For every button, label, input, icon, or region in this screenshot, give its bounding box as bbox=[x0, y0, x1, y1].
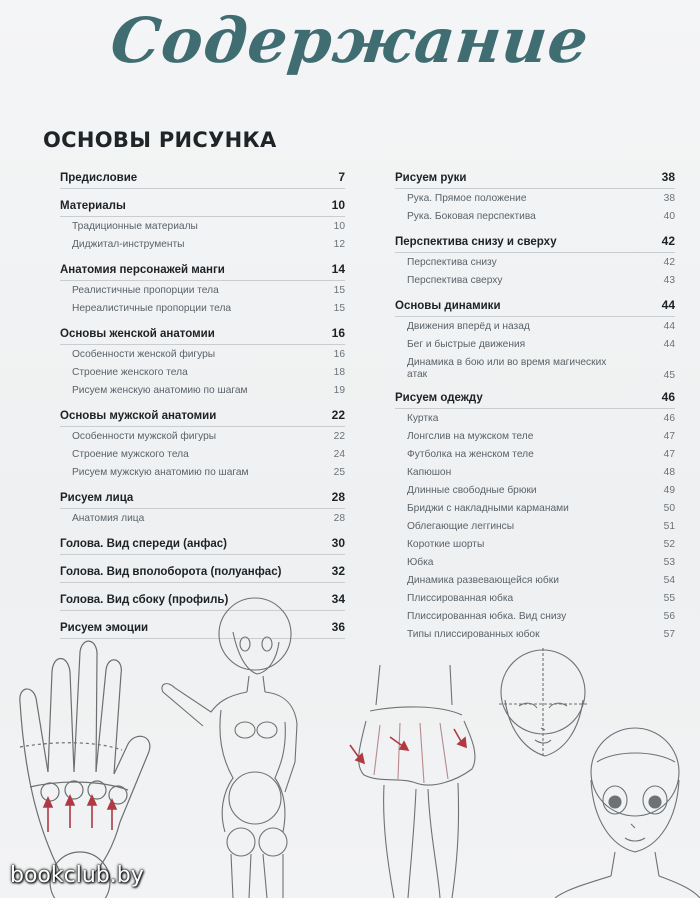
toc-entry-page: 10 bbox=[331, 198, 345, 212]
toc-entry-title: Основы женской анатомии bbox=[60, 328, 215, 340]
toc-entry-title: Предисловие bbox=[60, 172, 138, 184]
toc-entry bbox=[395, 170, 675, 185]
toc-subentry bbox=[395, 271, 675, 289]
toc-entry-page: 34 bbox=[331, 592, 345, 606]
toc-subentry bbox=[60, 381, 345, 399]
toc-entry-title: Основы динамики bbox=[395, 300, 501, 312]
toc-subentry-page: 38 bbox=[663, 192, 675, 204]
toc-entry-page: 44 bbox=[661, 298, 675, 312]
toc-subentry bbox=[60, 445, 345, 463]
toc-subentry-title: Футболка на женском теле bbox=[407, 448, 534, 460]
toc-subentry bbox=[60, 281, 345, 299]
toc-subentry bbox=[395, 427, 675, 445]
toc-subentry-title: Бег и быстрые движения bbox=[407, 338, 526, 350]
toc-subentry-page: 57 bbox=[663, 628, 675, 640]
toc-subentry bbox=[60, 235, 345, 253]
heads-sketch bbox=[485, 640, 700, 898]
toc-entry-title: Основы мужской анатомии bbox=[60, 410, 217, 422]
toc-entry-title: Рисуем одежду bbox=[395, 392, 483, 404]
toc-subentry bbox=[395, 463, 675, 481]
toc-subentry bbox=[395, 335, 675, 353]
toc-subentry bbox=[60, 217, 345, 235]
toc-subentry-page: 18 bbox=[333, 366, 345, 378]
toc-entry bbox=[60, 198, 345, 213]
toc-subentry bbox=[395, 189, 675, 207]
toc-left-column bbox=[60, 170, 345, 639]
toc-entry-page: 7 bbox=[338, 170, 345, 184]
toc-entry-title: Рисуем руки bbox=[395, 172, 467, 184]
toc-subentry-title: Юбка bbox=[407, 556, 434, 568]
toc-entry bbox=[395, 298, 675, 313]
toc-subentry-page: 50 bbox=[663, 502, 675, 514]
toc-subentry-title: Строение мужского тела bbox=[72, 448, 189, 460]
toc-entry-title: Голова. Вид сбоку (профиль) bbox=[60, 594, 229, 606]
source-watermark: bookclub.by bbox=[10, 863, 144, 888]
toc-subentry-page: 43 bbox=[663, 274, 675, 286]
page-title: Содержание bbox=[107, 4, 593, 77]
toc-subentry-title: Короткие шорты bbox=[407, 538, 485, 550]
toc-entry bbox=[60, 490, 345, 505]
toc-subentry bbox=[395, 409, 675, 427]
toc-entry-page: 22 bbox=[331, 408, 345, 422]
toc-subentry-title: Нереалистичные пропорции тела bbox=[72, 302, 232, 314]
toc-divider bbox=[60, 582, 345, 583]
toc-subentry-title: Рисуем женскую анатомию по шагам bbox=[72, 384, 248, 396]
toc-right-column bbox=[395, 170, 675, 643]
toc-subentry bbox=[395, 207, 675, 225]
toc-subentry-title: Типы плиссированных юбок bbox=[407, 628, 540, 640]
toc-subentry bbox=[60, 509, 345, 527]
toc-entry-title: Рисуем эмоции bbox=[60, 622, 149, 634]
toc-subentry-title: Реалистичные пропорции тела bbox=[72, 284, 219, 296]
toc-subentry-page: 25 bbox=[333, 466, 345, 478]
toc-subentry-page: 44 bbox=[663, 320, 675, 332]
toc-entry bbox=[60, 564, 345, 579]
toc-subentry bbox=[60, 363, 345, 381]
toc-subentry-title: Плиссированная юбка bbox=[407, 592, 514, 604]
toc-entry-title: Голова. Вид спереди (анфас) bbox=[60, 538, 228, 550]
toc-subentry-title: Рисуем мужскую анатомию по шагам bbox=[72, 466, 249, 478]
toc-subentry-title: Длинные свободные брюки bbox=[407, 484, 537, 496]
toc-subentry-page: 22 bbox=[333, 430, 345, 442]
toc-subentry-page: 52 bbox=[663, 538, 675, 550]
toc-entry bbox=[60, 408, 345, 423]
toc-subentry-page: 10 bbox=[333, 220, 345, 232]
toc-entry-title: Материалы bbox=[60, 200, 126, 212]
toc-subentry-title: Бриджи с накладными карманами bbox=[407, 502, 569, 514]
toc-subentry-title: Рука. Прямое положение bbox=[407, 192, 527, 204]
toc-entry-page: 28 bbox=[331, 490, 345, 504]
toc-subentry-title: Перспектива снизу bbox=[407, 256, 497, 268]
toc-subentry-page: 47 bbox=[663, 430, 675, 442]
toc-subentry-page: 55 bbox=[663, 592, 675, 604]
toc-subentry bbox=[395, 481, 675, 499]
toc-subentry-title: Динамика в бою или во время магических атак bbox=[407, 357, 607, 380]
toc-subentry-title: Динамика развевающейся юбки bbox=[407, 574, 559, 586]
toc-subentry-page: 44 bbox=[663, 338, 675, 350]
toc-entry-title: Анатомия персонажей манги bbox=[60, 264, 225, 276]
toc-entry bbox=[60, 262, 345, 277]
toc-entry-title: Голова. Вид вполоборота (полуанфас) bbox=[60, 566, 282, 578]
toc-divider bbox=[60, 554, 345, 555]
toc-entry bbox=[395, 234, 675, 249]
toc-subentry-title: Строение женского тела bbox=[72, 366, 188, 378]
toc-entry-page: 30 bbox=[331, 536, 345, 550]
toc-subentry bbox=[395, 517, 675, 535]
toc-subentry-page: 15 bbox=[333, 284, 345, 296]
toc-subentry-title: Особенности мужской фигуры bbox=[72, 430, 217, 442]
toc-subentry-title: Диджитал-инструменты bbox=[72, 238, 185, 250]
toc-subentry bbox=[60, 463, 345, 481]
toc-subentry-page: 51 bbox=[663, 520, 675, 532]
skirt-sketch bbox=[340, 665, 490, 898]
toc-entry bbox=[395, 390, 675, 405]
toc-subentry-page: 40 bbox=[663, 210, 675, 222]
toc-entry-page: 36 bbox=[331, 620, 345, 634]
toc-subentry-page: 28 bbox=[333, 512, 345, 524]
section-title: ОСНОВЫ РИСУНКА bbox=[43, 128, 277, 152]
toc-subentry-page: 12 bbox=[333, 238, 345, 250]
toc-subentry bbox=[60, 299, 345, 317]
toc-entry-page: 16 bbox=[331, 326, 345, 340]
toc-subentry bbox=[395, 253, 675, 271]
toc-subentry-title: Плиссированная юбка. Вид снизу bbox=[407, 610, 567, 622]
toc-subentry bbox=[395, 535, 675, 553]
toc-divider bbox=[60, 188, 345, 189]
toc-subentry-title: Облегающие леггинсы bbox=[407, 520, 515, 532]
toc-subentry-page: 48 bbox=[663, 466, 675, 478]
toc-subentry bbox=[395, 445, 675, 463]
toc-entry bbox=[60, 326, 345, 341]
toc-subentry bbox=[395, 589, 675, 607]
toc-subentry-page: 42 bbox=[663, 256, 675, 268]
toc-entry bbox=[60, 170, 345, 185]
female-figure-sketch bbox=[145, 592, 335, 898]
toc-subentry-page: 15 bbox=[333, 302, 345, 314]
toc-subentry bbox=[395, 571, 675, 589]
toc-subentry-page: 19 bbox=[333, 384, 345, 396]
toc-subentry-title: Особенности женской фигуры bbox=[72, 348, 216, 360]
toc-subentry bbox=[395, 353, 675, 381]
toc-subentry-page: 47 bbox=[663, 448, 675, 460]
toc-entry-title: Перспектива снизу и сверху bbox=[395, 236, 557, 248]
toc-subentry-page: 45 bbox=[663, 370, 675, 381]
toc-subentry-page: 53 bbox=[663, 556, 675, 568]
toc-subentry-title: Лонгслив на мужском теле bbox=[407, 430, 534, 442]
toc-subentry bbox=[395, 553, 675, 571]
toc-subentry bbox=[60, 345, 345, 363]
toc-subentry-title: Капюшон bbox=[407, 466, 452, 478]
toc-subentry-title: Куртка bbox=[407, 412, 439, 424]
toc-subentry-page: 46 bbox=[663, 412, 675, 424]
toc-entry-page: 42 bbox=[661, 234, 675, 248]
toc-subentry bbox=[395, 499, 675, 517]
toc-subentry bbox=[395, 607, 675, 625]
toc-subentry-title: Рука. Боковая перспектива bbox=[407, 210, 536, 222]
toc-entry-page: 38 bbox=[661, 170, 675, 184]
toc-subentry bbox=[395, 317, 675, 335]
toc-subentry-page: 16 bbox=[333, 348, 345, 360]
toc-subentry-title: Традиционные материалы bbox=[72, 220, 198, 232]
toc-subentry bbox=[60, 427, 345, 445]
toc-entry-page: 32 bbox=[331, 564, 345, 578]
toc-subentry-page: 49 bbox=[663, 484, 675, 496]
toc-entry bbox=[60, 536, 345, 551]
toc-subentry-page: 56 bbox=[663, 610, 675, 622]
toc-entry-page: 46 bbox=[661, 390, 675, 404]
toc-subentry-page: 54 bbox=[663, 574, 675, 586]
toc-subentry-title: Движения вперёд и назад bbox=[407, 320, 530, 332]
toc-subentry-title: Анатомия лица bbox=[72, 512, 145, 524]
toc-entry-title: Рисуем лица bbox=[60, 492, 134, 504]
toc-entry-page: 14 bbox=[331, 262, 345, 276]
toc-subentry-title: Перспектива сверху bbox=[407, 274, 503, 286]
toc-subentry-page: 24 bbox=[333, 448, 345, 460]
